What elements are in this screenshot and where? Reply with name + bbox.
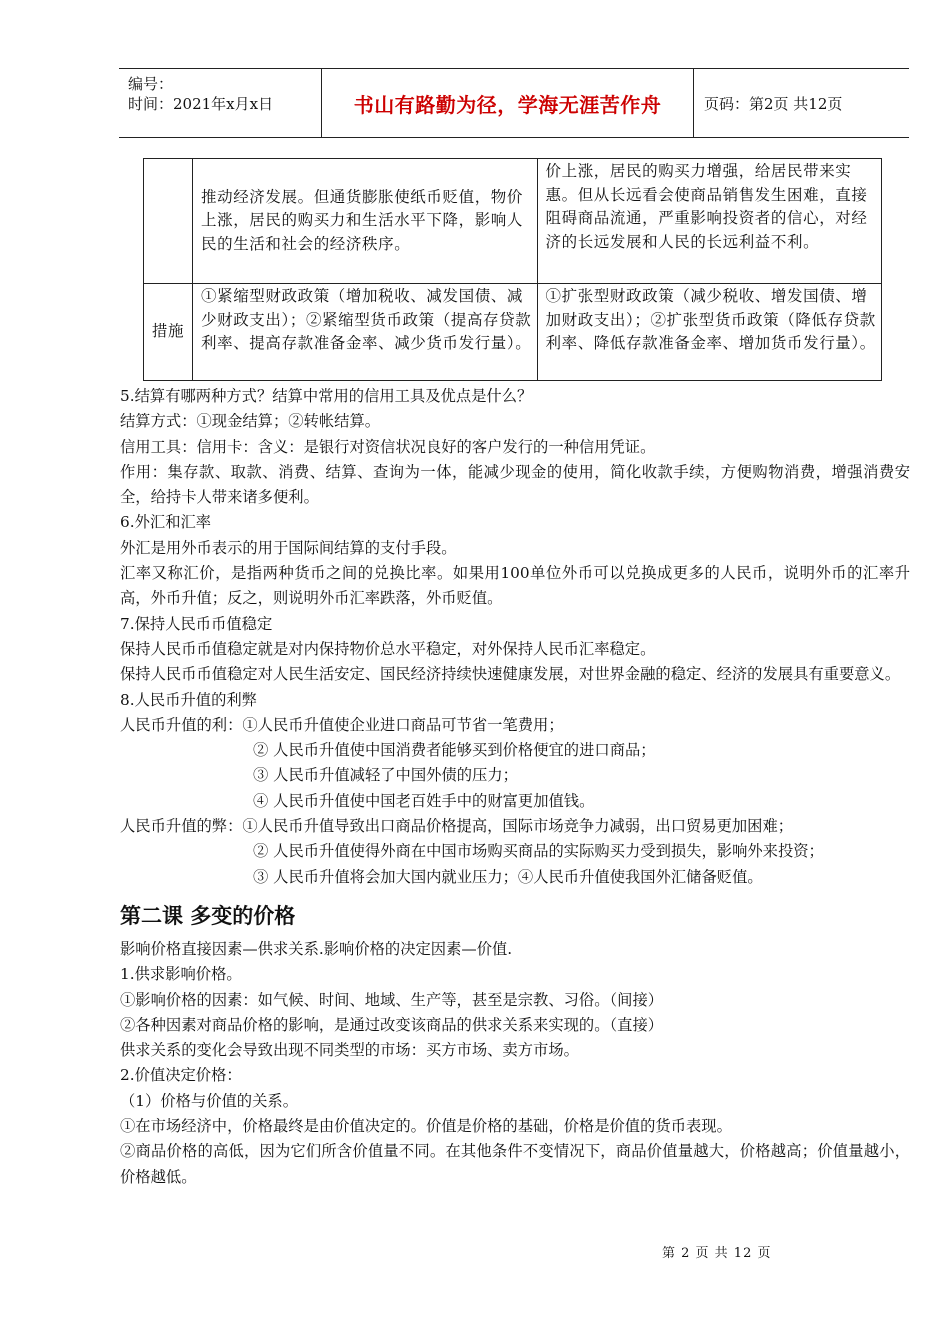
motto: 书山有路勤为径，学海无涯苦作舟	[353, 92, 662, 117]
section-heading-7: 7.保持人民币币值稳定	[120, 614, 273, 633]
page-header	[119, 68, 909, 138]
paragraph: ②商品价格的高低，因为它们所含价值量不同。在其他条件不变情况下，商品价值量越大，价格越高；价值量越小，价格越低。	[120, 1142, 910, 1186]
paragraph: 结算方式：①现金结算；②转帐结算。	[120, 412, 381, 431]
list-item: ② 人民币升值使得外商在中国市场购买商品的实际购买力受到损失，影响外来投资；	[253, 842, 824, 861]
list-item: ③ 人民币升值减轻了中国外债的压力；	[253, 766, 518, 785]
paragraph: 汇率又称汇价，是指两种货币之间的兑换比率。如果用100单位外币可以兑换成更多的人民币，说明外币的汇率升高，外币升值；反之，则说明外币汇率跌落，外币贬值。	[120, 564, 910, 608]
lesson-title: 第二课 多变的价格	[120, 903, 296, 928]
paragraph: 保持人民币币值稳定就是对内保持物价总水平稳定，对外保持人民币汇率稳定。	[120, 639, 656, 658]
header-page-cell	[694, 69, 909, 137]
page-number: 第 2 页 共 12 页	[662, 1246, 772, 1261]
paragraph: 人民币升值的利：①人民币升值使企业进口商品可节省一笔费用；	[120, 715, 564, 734]
list-item: ② 人民币升值使中国消费者能够买到价格便宜的进口商品；	[253, 741, 656, 760]
question-5: 5.结算有哪两种方式？结算中常用的信用工具及优点是什么？	[120, 387, 533, 405]
comparison-table	[143, 158, 882, 381]
time-label: 时间：2021年x月x日	[128, 95, 274, 113]
paragraph: 人民币升值的弊：①人民币升值导致出口商品价格提高，国际市场竞争力减弱，出口贸易更加困难；	[120, 817, 794, 836]
row-label-measures: 措施	[144, 284, 193, 381]
paragraph: 供求关系的变化会导致出现不同类型的市场：买方市场、卖方市场。	[120, 1041, 579, 1060]
section-heading-8: 8.人民币升值的利弊	[120, 690, 257, 709]
paragraph: ①影响价格的因素：如气候、时间、地域、生产等，甚至是宗教、习俗。（间接）	[120, 990, 664, 1009]
table-row	[144, 284, 882, 381]
paragraph: 1.供求影响价格。	[120, 965, 242, 984]
list-item: ④ 人民币升值使中国老百姓手中的财富更加值钱。	[253, 791, 595, 810]
paragraph: 保持人民币币值稳定对人民生活安定、国民经济持续快速健康发展，对世界金融的稳定、经济的发展具有重要意义。	[120, 665, 901, 684]
paragraph: 信用工具：信用卡：含义：是银行对资信状况良好的客户发行的一种信用凭证。	[120, 437, 656, 456]
inflation-effect-cell: 推动经济发展。但通货膨胀使纸币贬值，物价上涨，居民的购买力和生活水平下降，影响人民的生活和社会的经济秩序。	[193, 159, 538, 284]
paragraph: ①在市场经济中，价格最终是由价值决定的。价值是价格的基础，价格是价值的货币表现。	[120, 1117, 732, 1136]
table-row	[144, 159, 882, 284]
number-label: 编号：	[128, 75, 174, 93]
inflation-measures-cell: ①紧缩型财政政策（增加税收、减发国债、减少财政支出）；②紧缩型货币政策（提高存贷款利率、提高存款准备金率、减少货币发行量）。	[193, 284, 538, 381]
paragraph: 影响价格直接因素—供求关系.影响价格的决定因素—价值.	[120, 939, 513, 958]
paragraph: ②各种因素对商品价格的影响，是通过改变该商品的供求关系来实现的。（直接）	[120, 1015, 664, 1034]
deflation-effect-cell: 价上涨，居民的购买力增强，给居民带来实惠。但从长远看会使商品销售发生困难，直接阻碍商品流通，严重影响投资者的信心，对经济的长远发展和人民的长远利益不利。	[537, 159, 882, 284]
paragraph: 外汇是用外币表示的用于国际间结算的支付手段。	[120, 538, 457, 557]
paragraph: （1）价格与价值的关系。	[120, 1091, 298, 1110]
paragraph: 作用：集存款、取款、消费、结算、查询为一体，能减少现金的使用，简化收款手续，方便购物消费，增强消费安全，给持卡人带来诸多便利。	[120, 462, 910, 507]
header-motto-cell	[322, 69, 694, 137]
section-heading-6: 6.外汇和汇率	[120, 513, 212, 532]
header-meta-cell	[119, 69, 322, 137]
document-body	[120, 384, 910, 1190]
page-code: 页码：第2页 共12页	[704, 94, 843, 113]
row-label	[144, 159, 193, 284]
list-item: ③ 人民币升值将会加大国内就业压力；④人民币升值使我国外汇储备贬值。	[253, 867, 763, 886]
deflation-measures-cell: ①扩张型财政政策（减少税收、增发国债、增加财政支出）；②扩张型货币政策（降低存贷款利率、降低存款准备金率、增加货币发行量）。	[537, 284, 882, 381]
paragraph: 2.价值决定价格：	[120, 1066, 242, 1085]
